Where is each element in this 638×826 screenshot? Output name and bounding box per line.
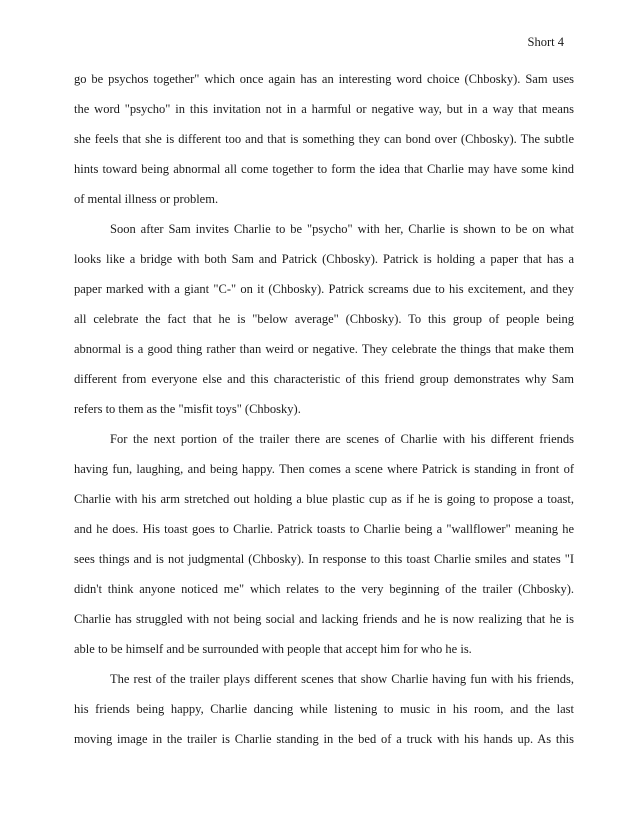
- text-line: go be psychos together" which once again has an interesting word choice (Chbosky). Sam uses: [74, 72, 574, 86]
- paragraph-first-line: The rest of the trailer plays different scenes that show Charlie having fun with his friends,: [110, 672, 574, 686]
- text-line: and he does. His toast goes to Charlie. Patrick toasts to Charlie being a "wallflower" meaning he: [74, 522, 574, 536]
- paragraph-first-line: Soon after Sam invites Charlie to be "psycho" with her, Charlie is shown to be on what: [110, 222, 574, 236]
- text-line: his friends being happy, Charlie dancing while listening to music in his room, and the last: [74, 702, 574, 716]
- text-line: refers to them as the "misfit toys" (Chbosky).: [74, 402, 301, 416]
- text-line: all celebrate the fact that he is "below average" (Chbosky). To this group of people being: [74, 312, 574, 326]
- text-line: sees things and is not judgmental (Chbosky). In response to this toast Charlie smiles and states "I: [74, 552, 574, 566]
- paragraph-first-line: For the next portion of the trailer there are scenes of Charlie with his different friends: [110, 432, 574, 446]
- text-line: able to be himself and be surrounded with people that accept him for who he is.: [74, 642, 472, 656]
- text-line: hints toward being abnormal all come together to form the idea that Charlie may have some kind: [74, 162, 574, 176]
- text-line: looks like a bridge with both Sam and Patrick (Chbosky). Patrick is holding a paper that has a: [74, 252, 574, 266]
- text-line: didn't think anyone noticed me" which relates to the very beginning of the trailer (Chbosky).: [74, 582, 574, 596]
- text-line: moving image in the trailer is Charlie standing in the bed of a truck with his hands up. As this: [74, 732, 574, 746]
- text-line: Charlie has struggled with not being social and lacking friends and he is now realizing that he is: [74, 612, 574, 626]
- text-line: paper marked with a giant "C-" on it (Chbosky). Patrick screams due to his excitement, and they: [74, 282, 574, 296]
- text-line: different from everyone else and this characteristic of this friend group demonstrates why Sam: [74, 372, 574, 386]
- text-line: she feels that she is different too and that is something they can bond over (Chbosky). The subtle: [74, 132, 574, 146]
- text-line: having fun, laughing, and being happy. Then comes a scene where Patrick is standing in front of: [74, 462, 574, 476]
- text-line: Charlie with his arm stretched out holding a blue plastic cup as if he is going to propose a toast,: [74, 492, 574, 506]
- running-head-page-number: Short 4: [527, 35, 564, 49]
- text-line: of mental illness or problem.: [74, 192, 219, 206]
- body-text: [74, 71, 574, 761]
- text-line: the word "psycho" in this invitation not in a harmful or negative way, but in a way that means: [74, 102, 574, 116]
- text-line: abnormal is a good thing rather than weird or negative. They celebrate the things that make them: [74, 342, 574, 356]
